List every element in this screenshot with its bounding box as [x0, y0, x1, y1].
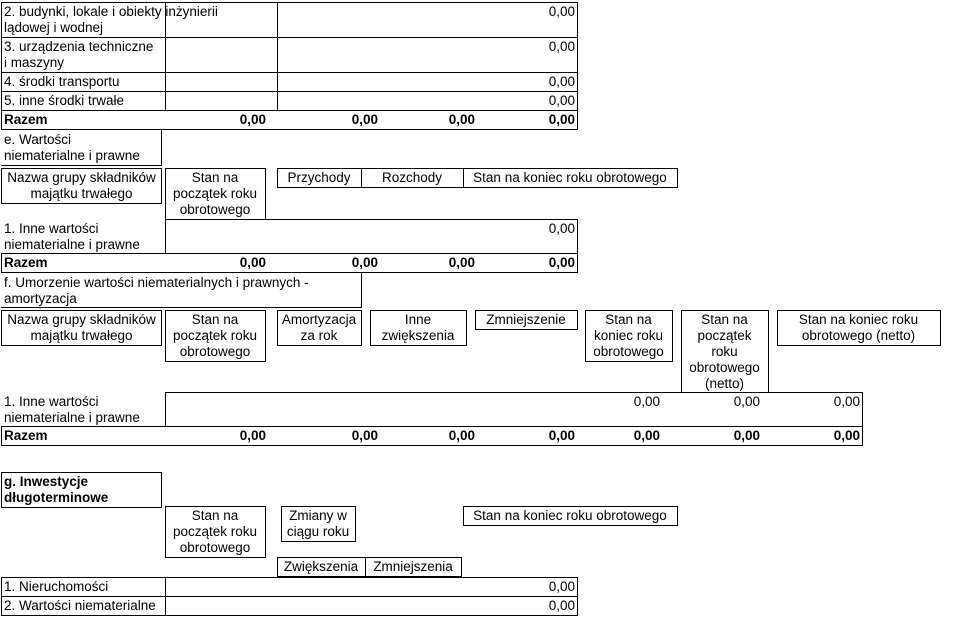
header-net-start: Stan na	[701, 312, 748, 327]
total-value: 0,00	[633, 428, 660, 443]
total-value: 0,00	[448, 255, 475, 270]
row-label: 1. Inne wartości	[4, 394, 99, 409]
header-amortization: za rok	[300, 328, 338, 343]
header-net-end: obrotowego (netto)	[801, 328, 916, 343]
header-start: początek roku	[172, 328, 258, 343]
end-value: 0,00	[548, 93, 575, 108]
header-net-start: początek	[697, 328, 752, 343]
section-title: e. Wartości	[4, 132, 72, 147]
header-decrease: Zmniejszenie	[486, 312, 566, 327]
section-title: amortyzacja	[4, 291, 77, 306]
header-net-end: Stan na koniec roku	[798, 312, 919, 327]
header-net-start: obrotowego	[689, 360, 760, 375]
header-inflows: Przychody	[287, 170, 351, 185]
header-end: Stan na	[605, 312, 652, 327]
total-value: 0,00	[548, 428, 575, 443]
header-end: Stan na koniec roku obrotowego	[473, 508, 667, 523]
end-value: 0,00	[548, 598, 575, 613]
header-net-start: roku	[711, 344, 738, 359]
total-value: 0,00	[448, 112, 475, 127]
row-value: 0,00	[633, 394, 660, 409]
section-title: f. Umorzenie wartości niematerialnych i prawnych -	[4, 275, 309, 290]
total-value: 0,00	[448, 428, 475, 443]
total-value: 0,00	[239, 112, 266, 127]
total-label: Razem	[4, 112, 48, 127]
header-other-increases: zwiększenia	[381, 328, 455, 343]
total-value: 0,00	[548, 255, 575, 270]
row-label: 1. Inne wartości	[4, 221, 99, 236]
total-label: Razem	[4, 428, 48, 443]
header-group-name: majątku trwałego	[30, 186, 133, 201]
header-group-name: Nazwa grupy składników	[7, 170, 156, 185]
total-value: 0,00	[351, 255, 378, 270]
row-label: 3. urządzenia techniczne	[4, 39, 154, 54]
row-label: 2. budynki, lokale i obiekty inżynierii	[4, 4, 218, 19]
header-start: obrotowego	[179, 540, 251, 555]
header-start: obrotowego	[179, 344, 251, 359]
header-group-name: majątku trwałego	[30, 328, 133, 343]
header-net-start: (netto)	[704, 376, 745, 391]
section-title: długoterminowe	[4, 490, 109, 505]
total-label: Razem	[4, 255, 48, 270]
row-label: niematerialne i prawne	[4, 410, 140, 425]
end-value: 0,00	[548, 39, 575, 54]
header-end: koniec roku	[593, 328, 664, 343]
end-value: 0,00	[548, 74, 575, 89]
header-changes: Zmiany w	[289, 508, 347, 523]
header-end: Stan na koniec roku obrotowego	[473, 170, 667, 185]
total-value: 0,00	[833, 428, 860, 443]
header-start: początek roku	[172, 186, 258, 201]
row-value: 0,00	[833, 394, 860, 409]
header-start: początek roku	[172, 524, 258, 539]
row-label: 4. środki transportu	[4, 74, 120, 89]
row-label: lądowej i wodnej	[4, 20, 104, 35]
header-start: obrotowego	[179, 202, 251, 217]
header-decreases: Zmniejszenia	[373, 559, 453, 574]
header-group-name: Nazwa grupy składników	[7, 312, 156, 327]
total-value: 0,00	[351, 428, 378, 443]
end-value: 0,00	[548, 579, 575, 594]
header-other-increases: Inne	[404, 312, 432, 327]
total-value: 0,00	[733, 428, 760, 443]
total-value: 0,00	[548, 112, 575, 127]
end-value: 0,00	[548, 221, 575, 236]
total-value: 0,00	[351, 112, 378, 127]
header-increases: Zwiększenia	[283, 559, 359, 574]
header-end: obrotowego	[593, 344, 664, 359]
total-value: 0,00	[239, 428, 266, 443]
section-title: g. Inwestycje	[4, 474, 89, 489]
section-title: niematerialne i prawne	[4, 148, 140, 163]
row-label: i maszyny	[4, 55, 65, 70]
header-amortization: Amortyzacja	[281, 312, 357, 327]
header-changes: ciągu roku	[286, 524, 350, 539]
end-value: 0,00	[548, 4, 575, 19]
row-label: 5. inne środki trwałe	[4, 93, 125, 108]
row-label: 2. Wartości niematerialne	[4, 598, 156, 613]
row-value: 0,00	[733, 394, 760, 409]
row-label: 1. Nieruchomości	[4, 579, 109, 594]
header-start: Stan na	[191, 312, 239, 327]
total-value: 0,00	[239, 255, 266, 270]
header-start: Stan na	[191, 170, 239, 185]
header-start: Stan na	[191, 508, 239, 523]
header-outflows: Rozchody	[381, 170, 443, 185]
row-label: niematerialne i prawne	[4, 237, 140, 252]
